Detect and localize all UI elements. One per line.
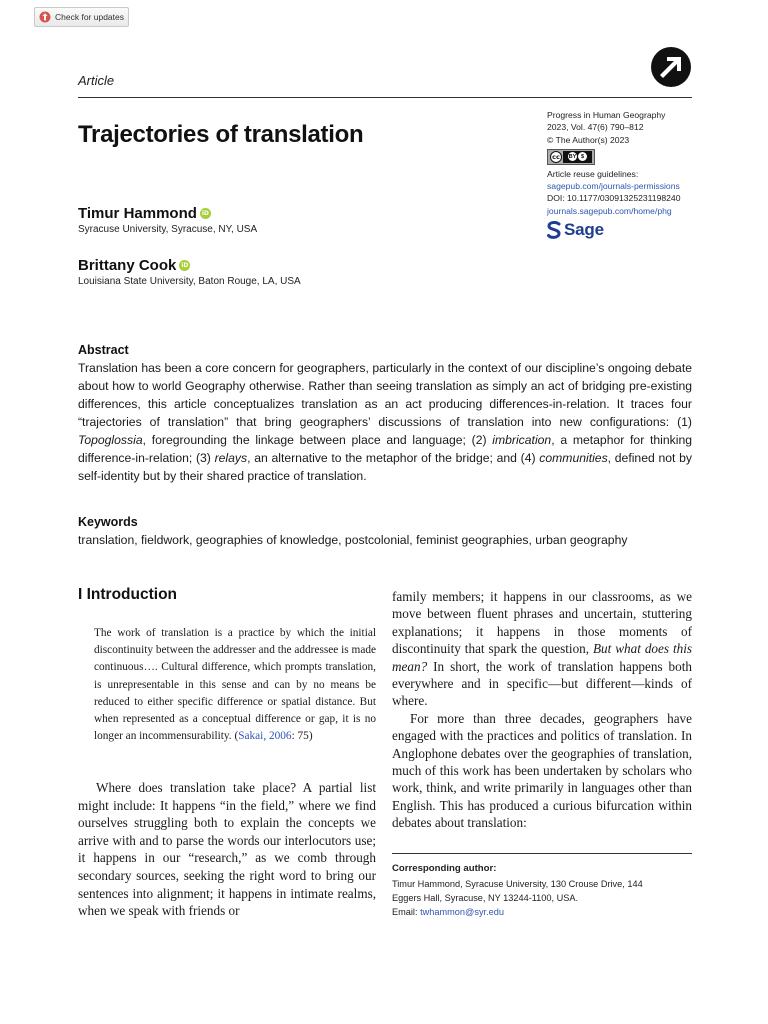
citation-link[interactable]: Sakai, 2006: [238, 730, 292, 743]
journal-volume: 2023, Vol. 47(6) 790–812: [547, 122, 644, 133]
abstract-heading: Abstract: [78, 343, 129, 357]
article-type-label: Article: [78, 73, 115, 88]
epigraph-quote: The work of translation is a practice by which the initial discontinuity between the addresser and the addressee is made continuous…. Cultural difference, which prompts translation, is unrepresentable in this sense and can by no means be reduced to either specific difference or spatial distance. But when represented as a conceptual difference or gap, it is no longer an incommensurability. (Sakai, 2006: 75): [94, 627, 376, 743]
journal-home-link[interactable]: journals.sagepub.com/home/phg: [547, 205, 672, 216]
header-rule: [78, 97, 692, 98]
open-access-arrow-icon: [650, 46, 692, 88]
doi-line: DOI: 10.1177/03091325231198240: [547, 193, 681, 204]
sage-wordmark: Sage: [564, 219, 604, 239]
intro-paragraph-left: Where does translation take place? A partial list might include: It happens “in the field,” where we find ourselves struggling both to explain the concepts we arrive with and to parse the words our interlocutors use; it happens in our “research,” as we comb through secondary sources, seeking the right word to bring our sentences into alignment; it happens in intimate realms, when we speak with friends or: [78, 780, 376, 919]
corresponding-author: [392, 862, 692, 919]
author-2-name: Brittany Cook: [78, 257, 177, 274]
footnote-rule: [392, 853, 692, 854]
copyright-line: © The Author(s) 2023: [547, 134, 630, 145]
email-link[interactable]: twhammon@syr.edu: [420, 907, 504, 917]
corresponding-address-1: Timur Hammond, Syracuse University, 130 Crouse Drive, 144: [392, 879, 643, 889]
cc-icon: cc: [550, 151, 562, 163]
author-1-affiliation: Syracuse University, Syracuse, NY, USA: [78, 224, 258, 235]
intro-paragraph-continued: family members; it happens in our classrooms, as we move between fluent phrases and uncertain, stuttering explanations; it happens in those moments of discontinuity that spark the question, But what does this mean? In short, the work of translation happens both everywhere and in specific—but different—kinds of where.: [392, 589, 692, 709]
cc-nc-icon: $: [578, 152, 587, 161]
cc-license-badge[interactable]: [547, 149, 595, 165]
keywords-heading: Keywords: [78, 515, 138, 529]
check-for-updates-button[interactable]: [34, 7, 129, 27]
article-title: Trajectories of translation: [78, 121, 364, 148]
corresponding-email-line: Email: twhammon@syr.edu: [392, 907, 504, 917]
author-2: [78, 257, 190, 274]
corresponding-address-2: Eggers Hall, Syracuse, NY 13244-1100, USA.: [392, 893, 579, 903]
permissions-link[interactable]: sagepub.com/journals-permissions: [547, 181, 680, 192]
corresponding-heading: Corresponding author:: [392, 863, 497, 874]
introduction-heading: I Introduction: [78, 586, 178, 603]
journal-meta: [547, 109, 697, 239]
author-2-affiliation: Louisiana State University, Baton Rouge, LA, USA: [78, 276, 301, 287]
check-updates-icon: [39, 11, 51, 23]
keywords-list: translation, fieldwork, geographies of knowledge, postcolonial, feminist geographies, urban geography: [78, 533, 628, 547]
cc-by-icon: BY: [568, 153, 577, 160]
orcid-icon[interactable]: iD: [201, 210, 209, 217]
journal-name: Progress in Human Geography: [547, 110, 666, 120]
reuse-label: Article reuse guidelines:: [547, 168, 639, 179]
sage-logo: [547, 221, 697, 239]
intro-column-right: [392, 588, 692, 832]
intro-paragraph-2: For more than three decades, geographers have engaged with the practices and politics of translation. In Anglophone debates over the geographies of translation, much of this work has been undertaken by scholars who work, think, and write primarily in languages other than English. This has produced a curious bifurcation within debates about translation:: [392, 710, 692, 831]
sage-s-icon: [547, 221, 561, 239]
author-1-name: Timur Hammond: [78, 205, 197, 222]
abstract-text: Translation has been a core concern for geographers, particularly in the context of our discipline’s ongoing debate about how to world Geography otherwise. Rather than seeing translation as simply an act of bridging pre-existing differences, this article conceptualizes translation as an act producing differences-in-relation. It traces four “trajectories of translation” that bring geographers’ discussions of translation into new configurations: (1) Topoglossia, foregrounding the linkage between place and language; (2) imbrication, a metaphor for thinking difference-in-relation; (3) relays, an alternative to the metaphor of the bridge; and (4) communities, defined not by self-identity but by their shared practice of translation.: [78, 361, 692, 483]
orcid-icon[interactable]: iD: [181, 262, 189, 269]
author-1: [78, 205, 211, 222]
check-updates-label: Check for updates: [55, 12, 124, 22]
